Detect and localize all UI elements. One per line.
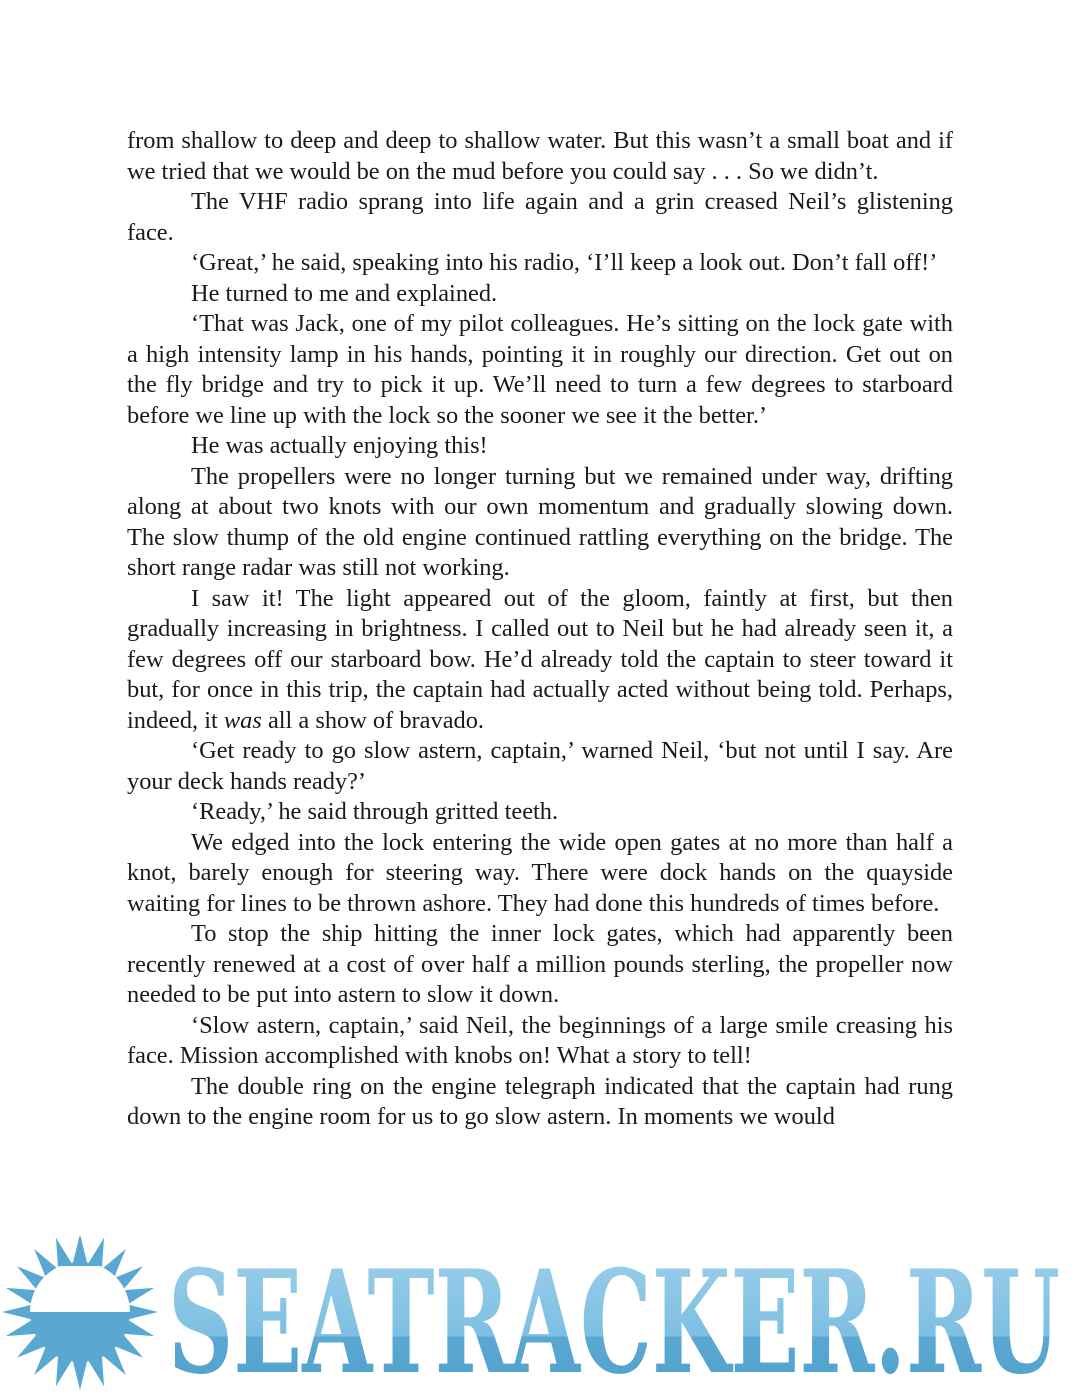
paragraph-text: I saw it! The light appeared out of the gloom, faintly at first, but then gradually increasing in brightness. I called out to Neil but he had already seen it, a few degrees off our starboard bow. He’d already told the captain to steer toward it but, for once in this trip, the captain had actually acted without being told. Perhaps, indeed, it [127, 584, 953, 734]
paragraph [127, 1011, 953, 1072]
paragraph [127, 828, 953, 920]
paragraph [127, 431, 953, 462]
paragraph-text: He was actually enjoying this! [191, 432, 488, 459]
paragraph [127, 279, 953, 310]
paragraph-text: ‘Get ready to go slow astern, captain,’ warned Neil, ‘but not until I say. Are your deck hands ready?’ [127, 737, 953, 795]
paragraph-text: all a show of bravado. [261, 706, 485, 734]
paragraph [127, 126, 953, 187]
paragraph-text: was [223, 706, 262, 734]
paragraph [127, 797, 953, 828]
paragraph-text: The double ring on the engine telegraph indicated that the captain had rung down to the engine room for us to go slow astern. In moments we would [127, 1072, 953, 1130]
paragraph [127, 309, 953, 431]
paragraph-text: The VHF radio sprang into life again and a grin creased Neil’s glistening face. [127, 188, 953, 246]
watermark-text: SEATRACKER.RU [168, 1240, 1060, 1397]
paragraph-text: ‘Ready,’ he said through gritted teeth. [191, 798, 559, 825]
paragraph [127, 736, 953, 797]
watermark [0, 1236, 1080, 1397]
paragraph [127, 919, 953, 1011]
paragraph-text: We edged into the lock entering the wide open gates at no more than half a knot, barely enough for steering way. There were dock hands on the quayside waiting for lines to be thrown ashore. They had done this hundreds of times before. [127, 828, 953, 917]
paragraph [127, 1072, 953, 1133]
paragraph-text: ‘That was Jack, one of my pilot colleagues. He’s sitting on the lock gate with a high intensity lamp in his hands, pointing it in roughly our direction. Get out on the fly bridge and try to pick it up. We’ll need to turn a few degrees to starboard before we line up with the lock so the sooner we see it the better.’ [127, 310, 953, 429]
paragraph-text: He turned to me and explained. [191, 279, 498, 307]
page-body-text [127, 126, 953, 1133]
paragraph [127, 187, 953, 248]
paragraph-text: from shallow to deep and deep to shallow water. But this wasn’t a small boat and if we tried that we would be on the mud before you could say . . . So we didn’t. [127, 127, 953, 185]
paragraph-text: ‘Slow astern, captain,’ said Neil, the beginnings of a large smile creasing his face. Mission accomplished with knobs on! What a story to tell! [127, 1011, 953, 1069]
paragraph-text: ‘Great,’ he said, speaking into his radio, ‘I’ll keep a look out. Don’t fall off!’ [191, 249, 938, 276]
paragraph [127, 462, 953, 584]
paragraph [127, 584, 953, 737]
paragraph-text: The propellers were no longer turning but we remained under way, drifting along at about two knots with our own momentum and gradually slowing down. The slow thump of the old engine continued rattling everything on the bridge. The short range radar was still not working. [127, 462, 953, 581]
sun-over-sea-icon [2, 1236, 158, 1390]
paragraph-text: To stop the ship hitting the inner lock gates, which had apparently been recently renewed at a cost of over half a million pounds sterling, the propeller now needed to be put into astern to slow it down. [127, 920, 953, 1008]
paragraph [127, 248, 953, 279]
